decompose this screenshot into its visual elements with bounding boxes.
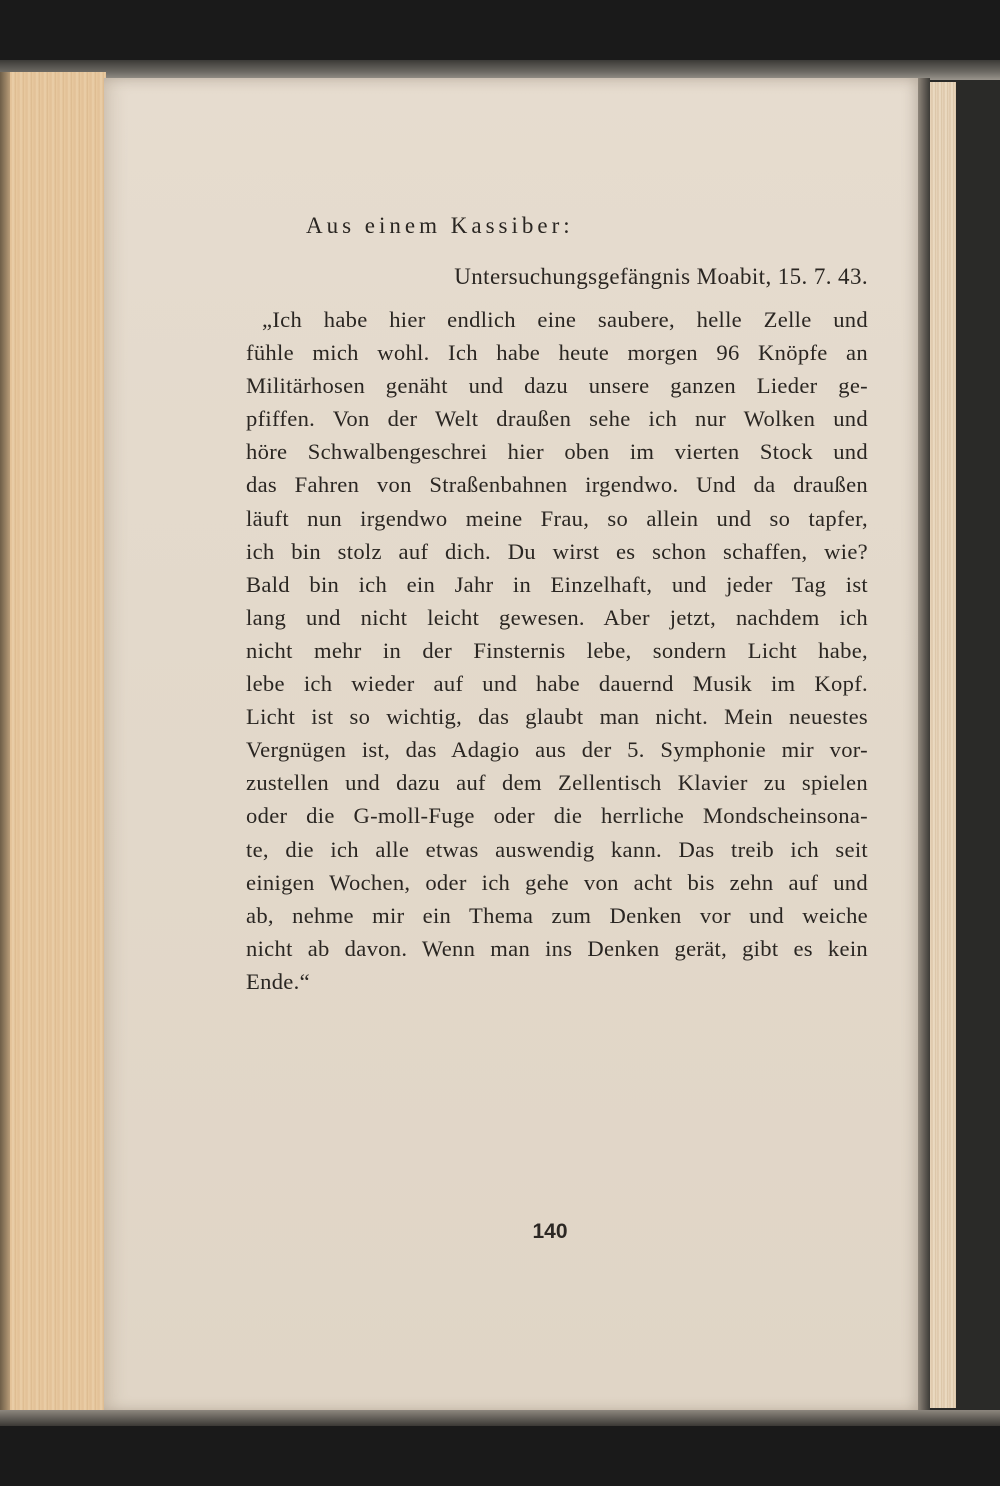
text-line: ich bin stolz auf dich. Du wirst es schon schaffen, wie? [246,538,868,564]
section-heading: Aus einem Kassiber: [306,213,574,238]
text-line: zustellen und dazu auf dem Zellentisch Klavier zu spielen [246,770,868,796]
text-line: Bald bin ich ein Jahr in Einzelhaft, und jeder Tag ist [246,571,868,597]
text-line: fühle mich wohl. Ich habe heute morgen 96 Knöpfe an [246,340,868,366]
text-line: Vergnügen ist, das Adagio aus der 5. Symphonie mir vor- [246,737,868,763]
page-number: 140 [532,1220,568,1243]
text-line: Militärhosen genäht und dazu unsere ganzen Lieder ge- [246,373,868,399]
text-line: höre Schwalbengeschrei hier oben im vierten Stock und [246,439,868,465]
text-line: pfiffen. Von der Welt draußen sehe ich nur Wolken und [246,406,868,432]
letter-body [246,303,868,998]
text-line: nicht mehr in der Finsternis lebe, sondern Licht habe, [246,637,868,663]
book-bottom-edge [0,1410,1000,1426]
text-line: „Ich habe hier endlich eine saubere, helle Zelle und [262,307,868,332]
text-line: oder die G-moll-Fuge oder die herrliche Mondscheinsona- [246,803,868,829]
text-line: läuft nun irgendwo meine Frau, so allein und so tapfer, [246,505,868,531]
text-line: einigen Wochen, oder ich gehe von acht bis zehn auf und [246,869,868,895]
page-stack-right [930,82,956,1408]
page-text [246,208,868,998]
book-spine-edge [0,72,10,1410]
text-line: nicht ab davon. Wenn man ins Denken gerät, gibt es kein [246,935,868,961]
text-line: ab, nehme mir ein Thema zum Denken vor und weiche [246,902,868,928]
text-line: te, die ich alle etwas auswendig kann. Das treib ich seit [246,836,868,862]
page-gutter [918,78,930,1412]
page-stack-left [0,72,106,1410]
text-line: lebe ich wieder auf und habe dauernd Musik im Kopf. [246,671,868,697]
text-line: lang und nicht leicht gewesen. Aber jetzt, nachdem ich [246,604,868,630]
text-line: Ende.“ [246,968,310,994]
book-top-edge [0,60,1000,80]
place-date-line: Untersuchungsgefängnis Moabit, 15. 7. 43. [454,264,868,289]
text-line: das Fahren von Straßenbahnen irgendwo. Und da draußen [246,472,868,498]
text-line: Licht ist so wichtig, das glaubt man nicht. Mein neuestes [246,704,868,730]
